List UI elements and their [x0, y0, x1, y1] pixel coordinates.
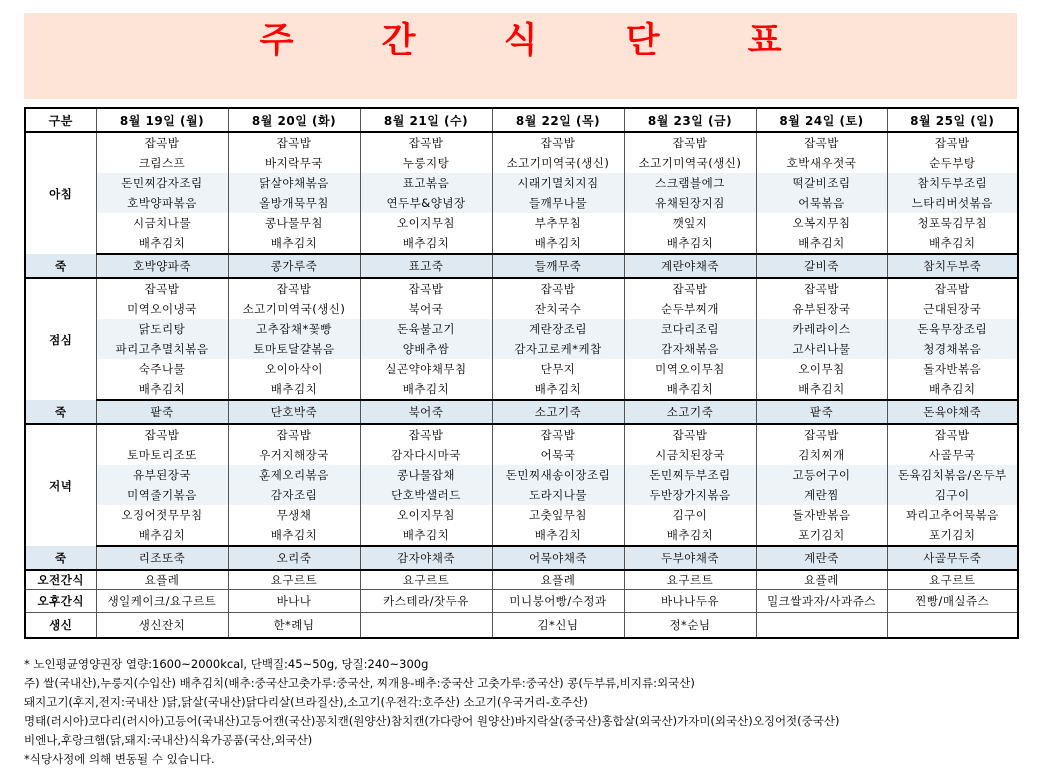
menu-item: 꽈리고추어묵볶음 [887, 505, 1018, 525]
menu-item: 미역오이무침 [624, 359, 756, 379]
morning_snack-label: 오전간식 [25, 570, 96, 590]
menu-item: 콩나물무침 [228, 213, 360, 233]
menu-item: 어묵야채죽 [492, 546, 624, 570]
header-day: 8월 19일 (월) [96, 108, 228, 132]
menu-item: 토마토달걀볶음 [228, 339, 360, 359]
menu-item: 잡곡밥 [887, 132, 1018, 153]
menu-item: 배추김치 [360, 233, 492, 254]
menu-item: 시금치나물 [96, 213, 228, 233]
header-day: 8월 24일 (토) [756, 108, 887, 132]
menu-item: 잡곡밥 [756, 278, 887, 299]
menu-item: 요플레 [492, 570, 624, 590]
menu-item: 크림스프 [96, 153, 228, 173]
menu-item: 배추김치 [360, 379, 492, 400]
menu-item: 잡곡밥 [492, 278, 624, 299]
porridge-row [25, 400, 1018, 424]
menu-item: 잡곡밥 [360, 278, 492, 299]
menu-item: 잡곡밥 [756, 424, 887, 445]
header-day: 8월 23일 (금) [624, 108, 756, 132]
menu-item: 어묵볶음 [756, 193, 887, 213]
menu-item: 미역줄기볶음 [96, 485, 228, 505]
menu-item: 한*례님 [228, 613, 360, 639]
menu-item: 연두부&양념장 [360, 193, 492, 213]
menu-item [756, 613, 887, 639]
menu-item: 오이무침 [756, 359, 887, 379]
breakfast-row [25, 233, 1018, 254]
porridge-row [25, 254, 1018, 278]
menu-item: 오복지무침 [756, 213, 887, 233]
menu-item: 생신잔치 [96, 613, 228, 639]
menu-item: 고사리나물 [756, 339, 887, 359]
menu-item: 유부된장국 [96, 465, 228, 485]
menu-item: 토마토리조또 [96, 445, 228, 465]
menu-item: 포기김치 [756, 525, 887, 546]
menu-item: 어묵국 [492, 445, 624, 465]
menu-item: 호박새우젓국 [756, 153, 887, 173]
menu-item: 요구르트 [887, 570, 1018, 590]
menu-item: 청포묵김무침 [887, 213, 1018, 233]
morning-snack-row [25, 570, 1018, 590]
menu-item: 찐빵/매실쥬스 [887, 590, 1018, 613]
menu-item: 밀크쌀과자/사과쥬스 [756, 590, 887, 613]
menu-item: 북어국 [360, 299, 492, 319]
dinner-row [25, 445, 1018, 465]
menu-item: 사골무국 [887, 445, 1018, 465]
dinner-row [25, 525, 1018, 546]
lunch-row [25, 319, 1018, 339]
menu-item: 잡곡밥 [756, 132, 887, 153]
menu-item: 감자고로케*케찹 [492, 339, 624, 359]
menu-item: 바나나 [228, 590, 360, 613]
menu-item: 호박양파볶음 [96, 193, 228, 213]
menu-item: 실곤약야채무침 [360, 359, 492, 379]
menu-item: 표고볶음 [360, 173, 492, 193]
breakfast-row [25, 213, 1018, 233]
menu-item: 잡곡밥 [624, 278, 756, 299]
menu-item: 배추김치 [360, 525, 492, 546]
dinner-row [25, 424, 1018, 445]
menu-item: 단무지 [492, 359, 624, 379]
menu-item: 잡곡밥 [228, 424, 360, 445]
menu-item: 바나나두유 [624, 590, 756, 613]
menu-item: 단호박샐러드 [360, 485, 492, 505]
dinner-row [25, 505, 1018, 525]
menu-item: 팥죽 [756, 400, 887, 424]
menu-item: 사골무두죽 [887, 546, 1018, 570]
menu-item: 순두부탕 [887, 153, 1018, 173]
menu-item [360, 613, 492, 639]
menu-item: 청경채볶음 [887, 339, 1018, 359]
menu-item: 배추김치 [96, 379, 228, 400]
menu-item: 배추김치 [492, 525, 624, 546]
menu-item: 소고기죽 [492, 400, 624, 424]
menu-item: 감자채볶음 [624, 339, 756, 359]
menu-item: 코다리조림 [624, 319, 756, 339]
menu-item: 돈민찌두부조림 [624, 465, 756, 485]
note-line: 돼지고기(후지,전지:국내산 )닭,닭살(국내산)닭다리살(브라질산),소고기(우전각:호주산) 소고기(우국거리-호주산) [24, 695, 588, 709]
menu-item: 부추무침 [492, 213, 624, 233]
menu-item: 오징어젓무무침 [96, 505, 228, 525]
menu-item: 유부된장국 [756, 299, 887, 319]
weekly-menu-table [24, 107, 1019, 639]
menu-item: 소고기미역국(생신) [492, 153, 624, 173]
lunch-row [25, 278, 1018, 299]
menu-item: 잡곡밥 [228, 132, 360, 153]
dinner-row [25, 465, 1018, 485]
menu-item: 감자조림 [228, 485, 360, 505]
menu-item: 오이지무침 [360, 213, 492, 233]
menu-item: 돈육불고기 [360, 319, 492, 339]
lunch-label: 점심 [25, 278, 96, 400]
menu-item: 돌자반볶음 [887, 359, 1018, 379]
afternoon-snack-row [25, 590, 1018, 613]
menu-item: 감자야채죽 [360, 546, 492, 570]
menu-item: 들깨무나물 [492, 193, 624, 213]
menu-item: 단호박죽 [228, 400, 360, 424]
menu-item: 깻잎지 [624, 213, 756, 233]
menu-item: 스크램블에그 [624, 173, 756, 193]
menu-item: 두반장가지볶음 [624, 485, 756, 505]
breakfast-row [25, 153, 1018, 173]
menu-item: 배추김치 [756, 379, 887, 400]
note-line: * 노인평균영양권장 열량:1600~2000kcal, 단백질:45~50g, 당질:240~300g [24, 657, 429, 671]
header-category: 구분 [25, 108, 96, 132]
menu-item: 돈육무장조림 [887, 319, 1018, 339]
menu-item: 배추김치 [492, 379, 624, 400]
menu-item: 바지락무국 [228, 153, 360, 173]
menu-item: 요구르트 [228, 570, 360, 590]
menu-item: 오이지무침 [360, 505, 492, 525]
menu-item: 김구이 [887, 485, 1018, 505]
menu-item: 잡곡밥 [492, 424, 624, 445]
header-day: 8월 20일 (화) [228, 108, 360, 132]
menu-item: 콩가루죽 [228, 254, 360, 278]
menu-item: 카레라이스 [756, 319, 887, 339]
menu-item: 잡곡밥 [228, 278, 360, 299]
menu-item: 시금치된장국 [624, 445, 756, 465]
menu-item: 무생채 [228, 505, 360, 525]
menu-item: 유채된장지짐 [624, 193, 756, 213]
menu-item: 돈민찌새송이장조림 [492, 465, 624, 485]
porridge_2-label: 죽 [25, 400, 96, 424]
menu-item: 배추김치 [228, 525, 360, 546]
menu-item: 훈제오리볶음 [228, 465, 360, 485]
menu-item: 감자다시마국 [360, 445, 492, 465]
notes [24, 655, 1034, 769]
header-day: 8월 25일 (일) [887, 108, 1018, 132]
header-day: 8월 21일 (수) [360, 108, 492, 132]
menu-item: 배추김치 [624, 525, 756, 546]
menu-item: 도라지나물 [492, 485, 624, 505]
lunch-row [25, 299, 1018, 319]
menu-item: 돈육야채죽 [887, 400, 1018, 424]
menu-item: 참치두부죽 [887, 254, 1018, 278]
menu-item: 배추김치 [624, 379, 756, 400]
menu-item: 생일케이크/요구르트 [96, 590, 228, 613]
menu-item: 정*순님 [624, 613, 756, 639]
menu-item: 숙주나물 [96, 359, 228, 379]
menu-item: 소고기미역국(생신) [624, 153, 756, 173]
lunch-row [25, 339, 1018, 359]
note-line: 주) 쌀(국내산),누룽지(수입산) 배추김치(배추:중국산고춧가루:중국산, 찌개용-배추:중국산 고춧가루:중국산) 콩(두부류,비지류:외국산) [24, 676, 695, 690]
menu-item: 잡곡밥 [887, 278, 1018, 299]
note-line: 명태(러시아)코다리(러시아)고등어(국내산)고등어캔(국산)꽁치캔(원양산)참치캔(가다랑어 원양산)바지락살(중국산)홍합살(외국산)가자미(외국산)오징어젓(중국산) [24, 714, 840, 728]
menu-item: 계란죽 [756, 546, 887, 570]
menu-item: 잡곡밥 [360, 132, 492, 153]
menu-item: 미니붕어빵/수정과 [492, 590, 624, 613]
menu-item: 갈비죽 [756, 254, 887, 278]
menu-item: 느타리버섯볶음 [887, 193, 1018, 213]
menu-item: 김구이 [624, 505, 756, 525]
menu-item: 포기김치 [887, 525, 1018, 546]
menu-item: 소고기미역국(생신) [228, 299, 360, 319]
menu-item: 파리고추멸치볶음 [96, 339, 228, 359]
menu-item: 김치찌개 [756, 445, 887, 465]
menu-item: 호박양파죽 [96, 254, 228, 278]
birthday-label: 생신 [25, 613, 96, 639]
menu-item: 올방개묵무침 [228, 193, 360, 213]
menu-item: 참치두부조림 [887, 173, 1018, 193]
menu-item: 두부야채죽 [624, 546, 756, 570]
menu-item: 잡곡밥 [624, 424, 756, 445]
porridge-row [25, 546, 1018, 570]
menu-item: 잔치국수 [492, 299, 624, 319]
menu-item: 북어죽 [360, 400, 492, 424]
menu-item: 떡갈비조림 [756, 173, 887, 193]
lunch-row [25, 379, 1018, 400]
menu-item: 오이아삭이 [228, 359, 360, 379]
menu-item: 양배추쌈 [360, 339, 492, 359]
menu-item: 근대된장국 [887, 299, 1018, 319]
menu-item [887, 613, 1018, 639]
menu-item: 계란야채죽 [624, 254, 756, 278]
menu-item: 요구르트 [360, 570, 492, 590]
menu-item: 오리죽 [228, 546, 360, 570]
menu-item: 잡곡밥 [96, 278, 228, 299]
menu-item: 돌자반볶음 [756, 505, 887, 525]
header-day: 8월 22일 (목) [492, 108, 624, 132]
porridge_1-label: 죽 [25, 254, 96, 278]
dinner-row [25, 485, 1018, 505]
menu-item: 잡곡밥 [360, 424, 492, 445]
menu-item: 누룽지탕 [360, 153, 492, 173]
menu-item: 잡곡밥 [887, 424, 1018, 445]
menu-item: 김*신님 [492, 613, 624, 639]
menu-item: 닭살야채볶음 [228, 173, 360, 193]
menu-item: 고추잡채*꽃빵 [228, 319, 360, 339]
menu-item: 표고죽 [360, 254, 492, 278]
menu-item: 시래기멸치지짐 [492, 173, 624, 193]
menu-item: 순두부찌개 [624, 299, 756, 319]
menu-item: 돈민찌감자조림 [96, 173, 228, 193]
menu-item: 고춧잎무침 [492, 505, 624, 525]
menu-item: 배추김치 [228, 233, 360, 254]
page-title: 주 간 식 단 표 [259, 21, 820, 61]
menu-item: 미역오이냉국 [96, 299, 228, 319]
birthday-row [25, 613, 1018, 639]
menu-item: 돈육김치볶음/온두부 [887, 465, 1018, 485]
note-line: 비엔나,후랑크햄(닭,돼지:국내산)식육가공품(국산,외국산) [24, 733, 313, 747]
lunch-row [25, 359, 1018, 379]
menu-item: 계란장조림 [492, 319, 624, 339]
menu-item: 잡곡밥 [624, 132, 756, 153]
menu-item: 배추김치 [887, 379, 1018, 400]
menu-item: 배추김치 [756, 233, 887, 254]
menu-item: 배추김치 [228, 379, 360, 400]
dinner-label: 저녁 [25, 424, 96, 546]
menu-item: 요플레 [96, 570, 228, 590]
menu-item: 콩나물잡채 [360, 465, 492, 485]
menu-item: 배추김치 [96, 525, 228, 546]
breakfast-row [25, 173, 1018, 193]
breakfast-row [25, 193, 1018, 213]
menu-item: 우거지해장국 [228, 445, 360, 465]
menu-item: 배추김치 [492, 233, 624, 254]
menu-item: 닭도리탕 [96, 319, 228, 339]
menu-item: 잡곡밥 [492, 132, 624, 153]
menu-item: 고등어구이 [756, 465, 887, 485]
menu-item: 잡곡밥 [96, 132, 228, 153]
menu-item: 계란찜 [756, 485, 887, 505]
menu-item: 카스테라/잣두유 [360, 590, 492, 613]
menu-item: 배추김치 [96, 233, 228, 254]
menu-item: 잡곡밥 [96, 424, 228, 445]
menu-item: 들깨무죽 [492, 254, 624, 278]
menu-item: 소고기죽 [624, 400, 756, 424]
menu-item: 배추김치 [624, 233, 756, 254]
breakfast-row [25, 132, 1018, 153]
porridge_3-label: 죽 [25, 546, 96, 570]
header-row [25, 108, 1018, 132]
menu-item: 요플레 [756, 570, 887, 590]
menu-item: 리조또죽 [96, 546, 228, 570]
note-line: *식당사정에 의해 변동될 수 있습니다. [24, 752, 215, 766]
menu-item: 팥죽 [96, 400, 228, 424]
afternoon_snack-label: 오후간식 [25, 590, 96, 613]
breakfast-label: 아침 [25, 132, 96, 254]
menu-item: 배추김치 [887, 233, 1018, 254]
menu-item: 요구르트 [624, 570, 756, 590]
